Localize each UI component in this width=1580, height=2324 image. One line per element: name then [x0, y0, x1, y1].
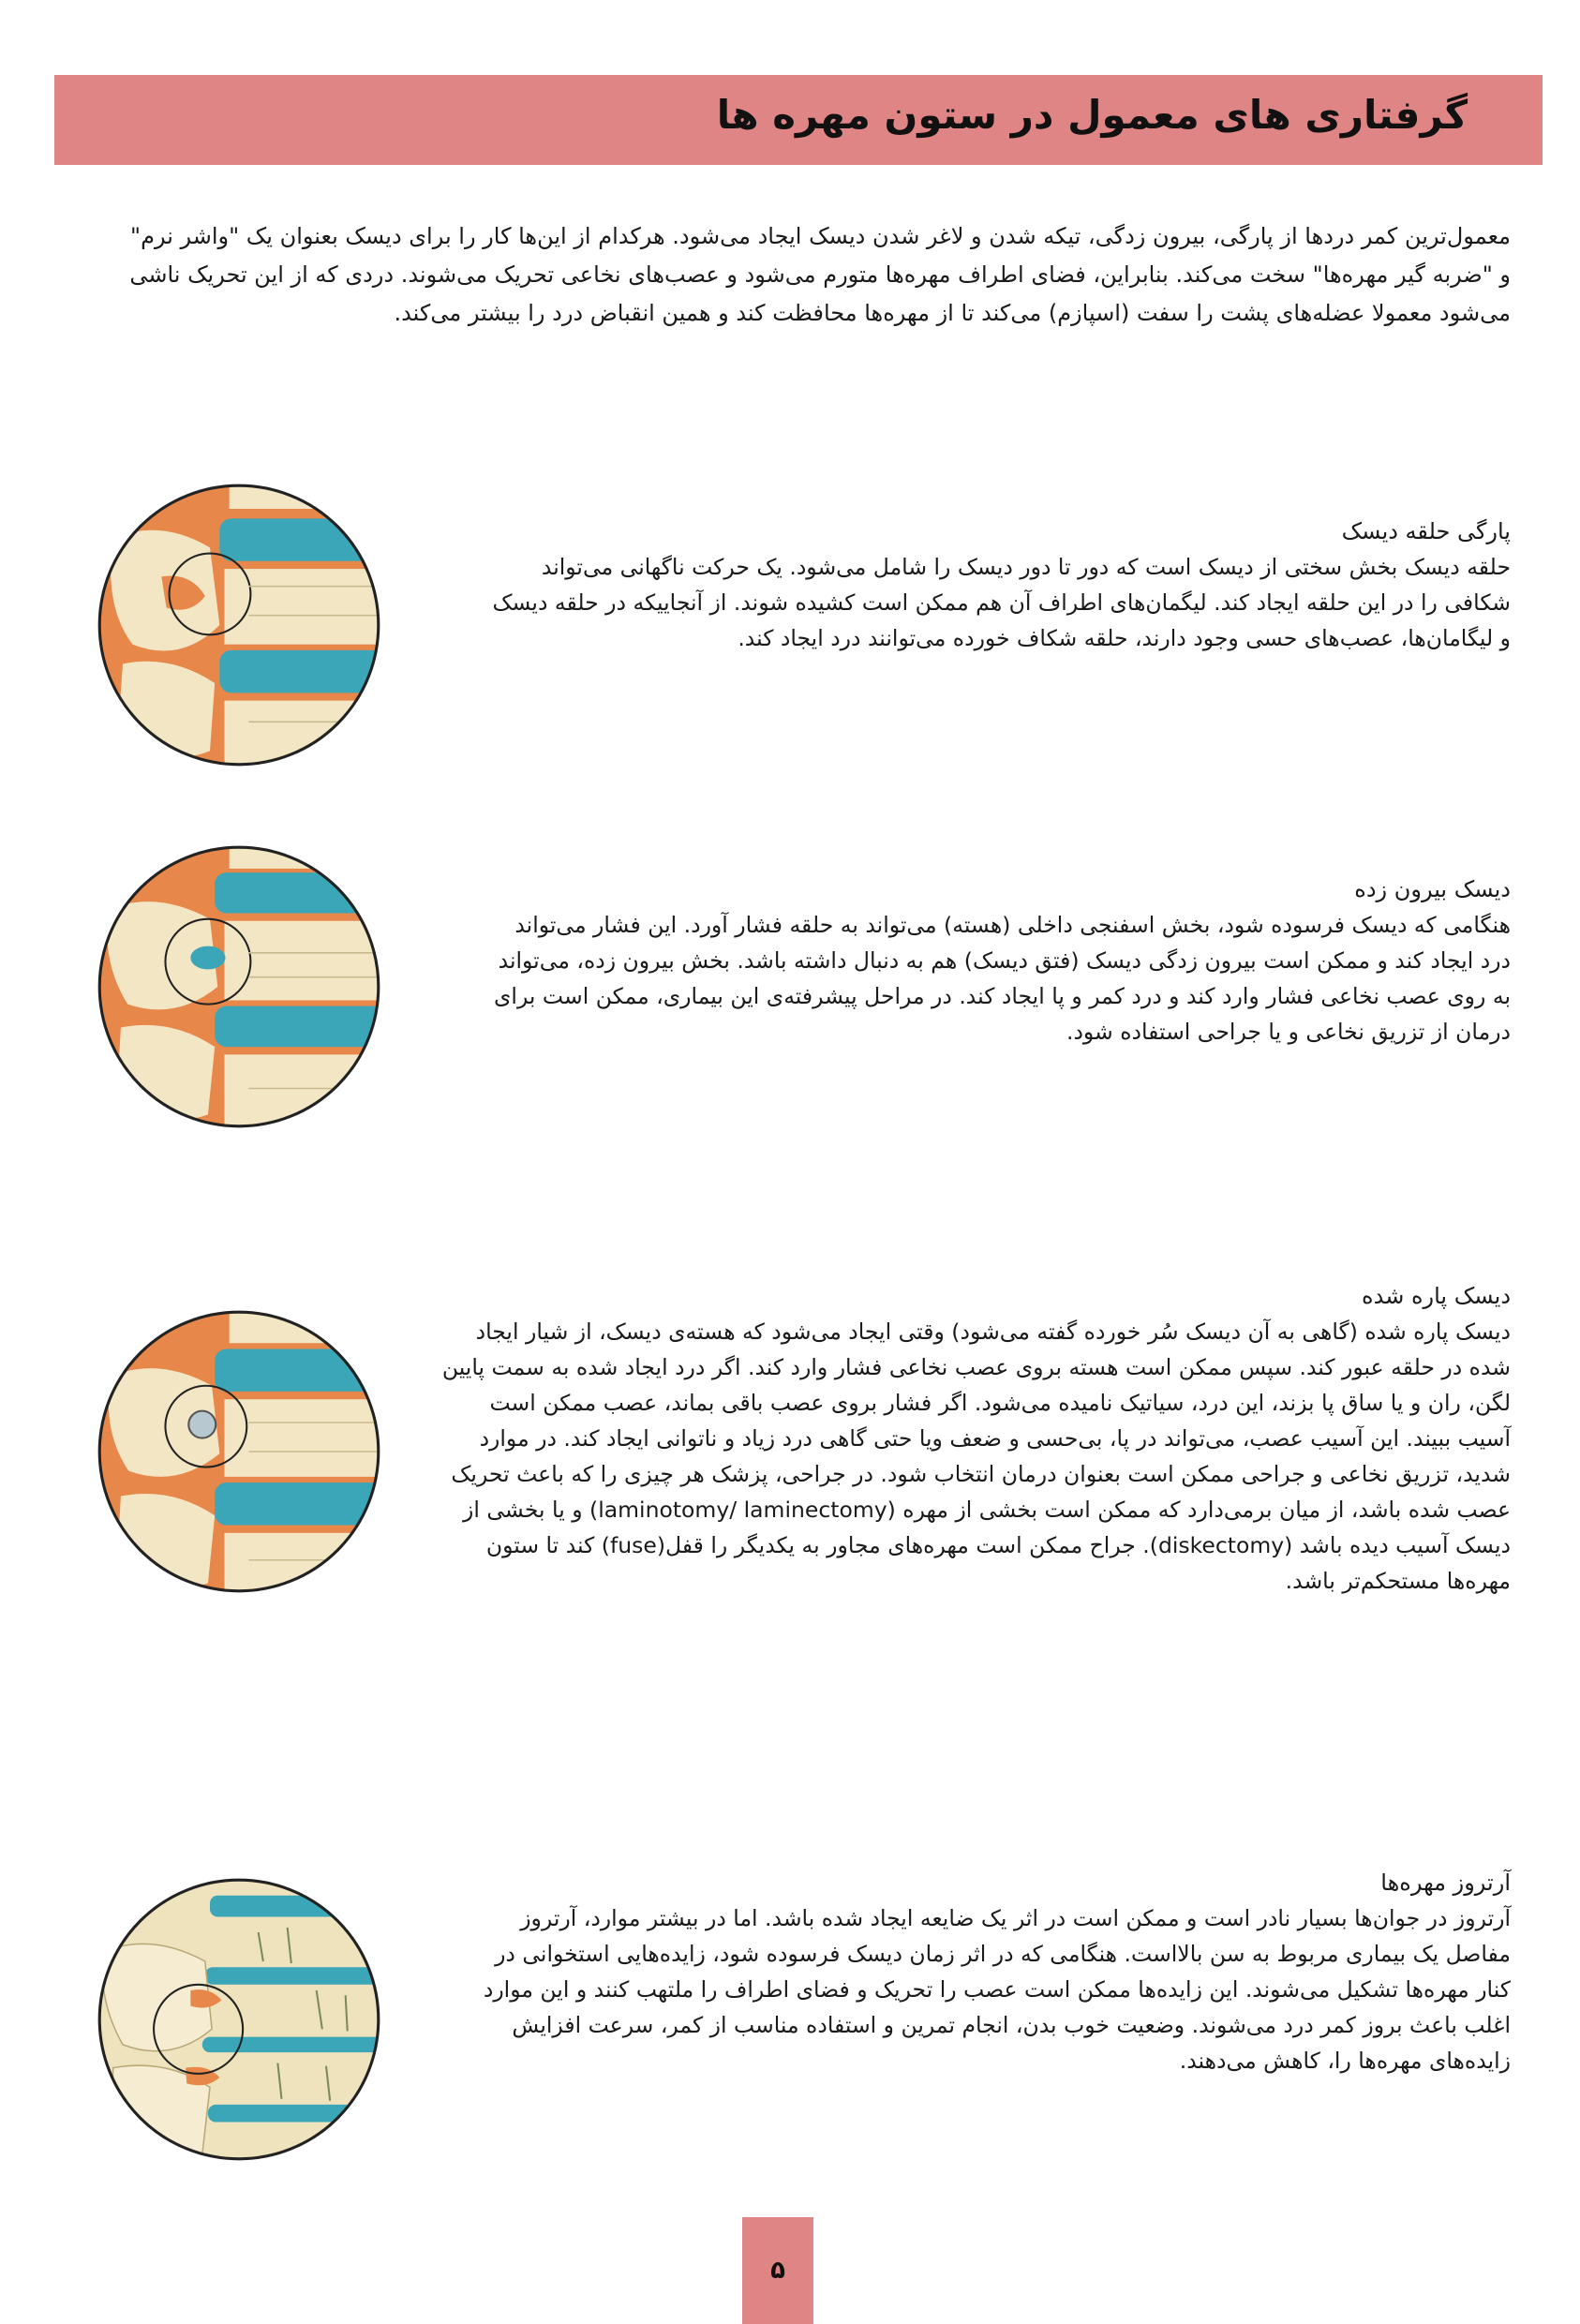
- annular-tear-spine-illustration: [94, 480, 384, 770]
- section-text: [469, 1865, 1511, 2078]
- section-body: حلقه دیسک بخش سختی از دیسک است که دور تا دور دیسک را شامل می‌شود. یک حرکت ناگهانی می‌تواند شکافی را در این حلقه ایجاد کند. لیگمان‌های اطراف آن هم ممکن است کشیده شوند. از آنجاییکه در حلقه دیسک و لیگامان‌ها، عصب‌های حسی وجود دارند، حلقه شکاف خورده می‌توانند درد ایجاد کند.: [492, 554, 1511, 651]
- section-text: [440, 1278, 1511, 1599]
- section-body: آرتروز در جوان‌ها بسیار نادر است و ممکن است در اثر یک ضایعه ایجاد شده باشد. اما در بیشتر موارد، آرتروز مفاصل یک بیماری مربوط به سن بالااست. هنگامی که در اثر زمان دیسک فرسوده شود، زایده‌هایی استخوانی در کنار مهره‌ها تشکیل می‌شوند. این زایده‌ها ممکن است عصب را تحریک و فضای اطراف را ملتهب کنند و این موارد اغلب باعث بروز کمر درد می‌شوند. وضعیت خوب بدن، انجام تمرین و استفاده مناسب از کمر، سرعت افزایش زایده‌های مهره‌ها را، کاهش می‌دهند.: [483, 1905, 1511, 2074]
- spine-illustration-graphic: [94, 1306, 384, 1597]
- herniated-disc-spine-illustration: [94, 842, 384, 1132]
- section-heading: آرتروز مهره‌ها: [1380, 1870, 1511, 1896]
- spine-illustration-graphic: [94, 1874, 384, 2165]
- intro-paragraph: معمول‌ترین کمر دردها از پارگی، بیرون زدگی، تیکه شدن و لاغر شدن دیسک ایجاد می‌شود. هرکدام از این‌ها کار را برای دیسک بعنوان یک "واشر نرم" و "ضربه گیر مهره‌ها" سخت می‌کند. بنابراین، فضای اطراف مهره‌ها متورم می‌شود و عصب‌های نخاعی تحریک می‌شوند. دردی که از این تحریک ناشی می‌شود معمولا عضله‌های پشت را سفت (اسپازم) می‌کند تا از مهره‌ها محافظت کند و همین انقباض درد را بیشتر می‌کند.: [129, 223, 1511, 326]
- spine-illustration-graphic: [94, 842, 384, 1132]
- section-text: [487, 872, 1511, 1050]
- section-body: دیسک پاره شده (گاهی به آن دیسک سُر خورده گفته می‌شود) وقتی ایجاد می‌شود که هسته‌ی دیسک، از شیار ایجاد شده در حلقه عبور کند. سپس ممکن است هسته بروی عصب نخاعی فشار وارد کند. اگر درد ایجاد شده به سمت پایین لگن، ران و یا ساق پا بزند، این درد، سیاتیک نامیده می‌شود. اگر فشار بروی عصب باقی بماند، عصب ممکن است آسیب ببیند. این آسیب عصب، می‌تواند در پا، بی‌حسی و ضعف ویا حتی گاهی درد زیاد و ناتوانی ایجاد کند. در موارد شدید، تزریق نخاعی و جراحی ممکن است بعنوان درمان انتخاب شود. در جراحی، پزشک هر چیزی را که باعث تحریک عصب شده باشد، از میان برمی‌دارد که ممکن است بخشی از مهره (laminotomy/ laminectomy) و یا بخشی از دیسک آسیب دیده باشد (diskectomy). جراح ممکن است مهره‌های مجاور به یکدیگر را قفل(fuse) کند تا ستون مهره‌ها مستحکم‌تر باشد.: [441, 1318, 1511, 1594]
- ruptured-disc-spine-illustration: [94, 1306, 384, 1597]
- spinal-arthritis-illustration: [94, 1874, 384, 2165]
- section-heading: دیسک پاره شده: [1362, 1283, 1511, 1309]
- header-bar: [54, 75, 1543, 165]
- section-text: [487, 514, 1511, 656]
- spine-illustration-graphic: [94, 480, 384, 770]
- page-number-badge: [742, 2217, 813, 2324]
- page-number: ۵: [770, 2257, 785, 2285]
- page-title: گرفتاری های معمول در ستون مهره ها: [716, 92, 1468, 138]
- section-body: هنگامی که دیسک فرسوده شود، بخش اسفنجی داخلی (هسته) می‌تواند به حلقه فشار آورد. این فشار می‌تواند درد ایجاد کند و ممکن است بیرون زدگی دیسک (فتق دیسک) هم به دنبال داشته باشد. بخش بیرون زده، می‌تواند به روی عصب نخاعی فشار وارد کند و درد کمر و پا ایجاد کند. در مراحل پیشرفته‌ی این بیماری، ممکن است برای درمان از تزریق نخاعی و یا جراحی استفاده شود.: [494, 912, 1511, 1045]
- section-heading: دیسک بیرون زده: [1354, 876, 1511, 902]
- section-heading: پارگی حلقه دیسک: [1341, 518, 1511, 544]
